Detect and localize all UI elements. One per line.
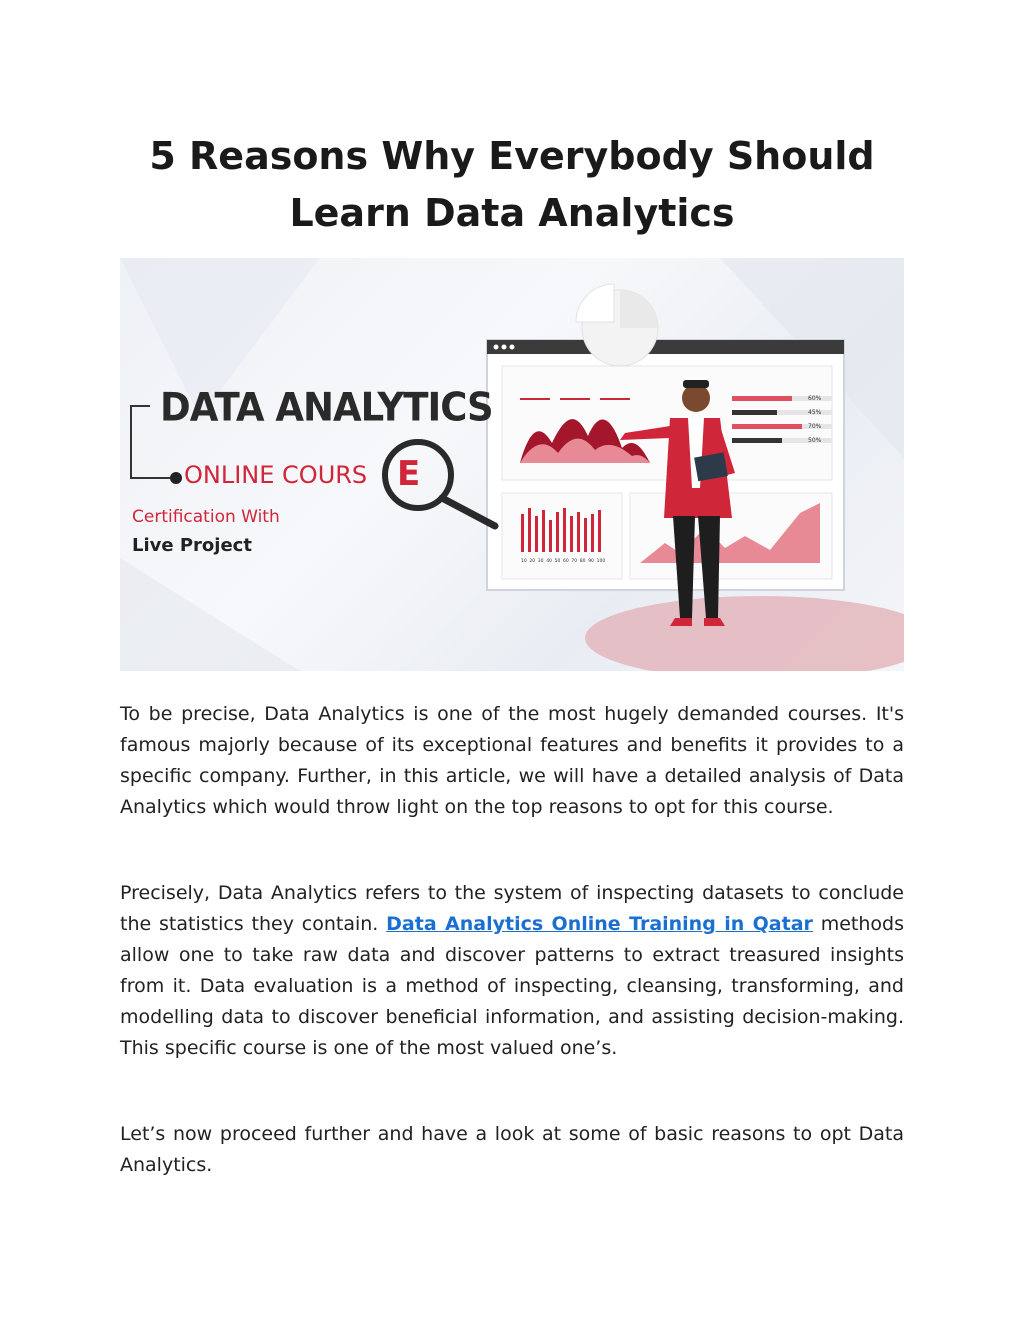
banner-certification-text: Certification With	[132, 507, 280, 527]
page-title: 5 Reasons Why Everybody Should Learn Data Analytics	[149, 134, 875, 235]
bracket-dot	[170, 472, 182, 484]
paragraph-definition-start: Precisely, Data Analytics refers to the system of inspecting datasets to conclude the statistics they contain.	[120, 882, 904, 935]
axis-tick-2: 30	[537, 559, 544, 564]
legend-value-1: 45%	[808, 409, 822, 416]
axis-tick-3: 40	[546, 559, 552, 564]
bracket-line	[130, 405, 132, 479]
axis-tick-0: 10	[521, 559, 527, 564]
legend-value-2: 70%	[808, 423, 822, 430]
axis-tick-5: 60	[563, 559, 569, 564]
paragraph-definition	[120, 878, 904, 1064]
banner-live-project-text: Live Project	[132, 535, 252, 556]
bracket-top-line	[130, 405, 150, 407]
hero-banner-image	[120, 258, 904, 671]
axis-tick-7: 80	[579, 559, 586, 564]
bracket-bottom-line	[130, 477, 172, 479]
legend-value-0: 60%	[808, 395, 822, 402]
training-link[interactable]: Data Analytics Online Training in Qatar	[386, 913, 813, 935]
paragraph-intro: To be precise, Data Analytics is one of the most hugely demanded courses. It's famous majorly because of its exceptional features and benefits it provides to a specific company. Further, in this article, we will have a detailed analysis of Data Analytics which would throw light on the top reasons to opt for this course.	[120, 703, 904, 818]
axis-tick-6: 70	[571, 559, 578, 564]
banner-heading: DATA ANALYTICS	[160, 384, 493, 431]
paragraph-definition-end: methods allow one to take raw data and discover patterns to extract treasured insights from it. Data evaluation is a method of inspecting, cleansing, transforming, and modelling data to discover beneficial information, and assisting decision-making. This specific course is one of the most valued one’s.	[120, 913, 904, 1059]
paragraph-transition: Let’s now proceed further and have a look at some of basic reasons to opt Data Analytics.	[120, 1123, 904, 1176]
axis-tick-8: 90	[588, 559, 594, 564]
banner-subheading-e: E	[397, 454, 421, 494]
banner-subheading: ONLINE COURS	[184, 461, 368, 489]
floor-shadow	[585, 596, 904, 671]
legend-value-3: 50%	[808, 437, 822, 444]
axis-tick-1: 20	[529, 559, 536, 564]
axis-tick-4: 50	[554, 559, 561, 564]
axis-tick-9: 100	[596, 559, 606, 564]
